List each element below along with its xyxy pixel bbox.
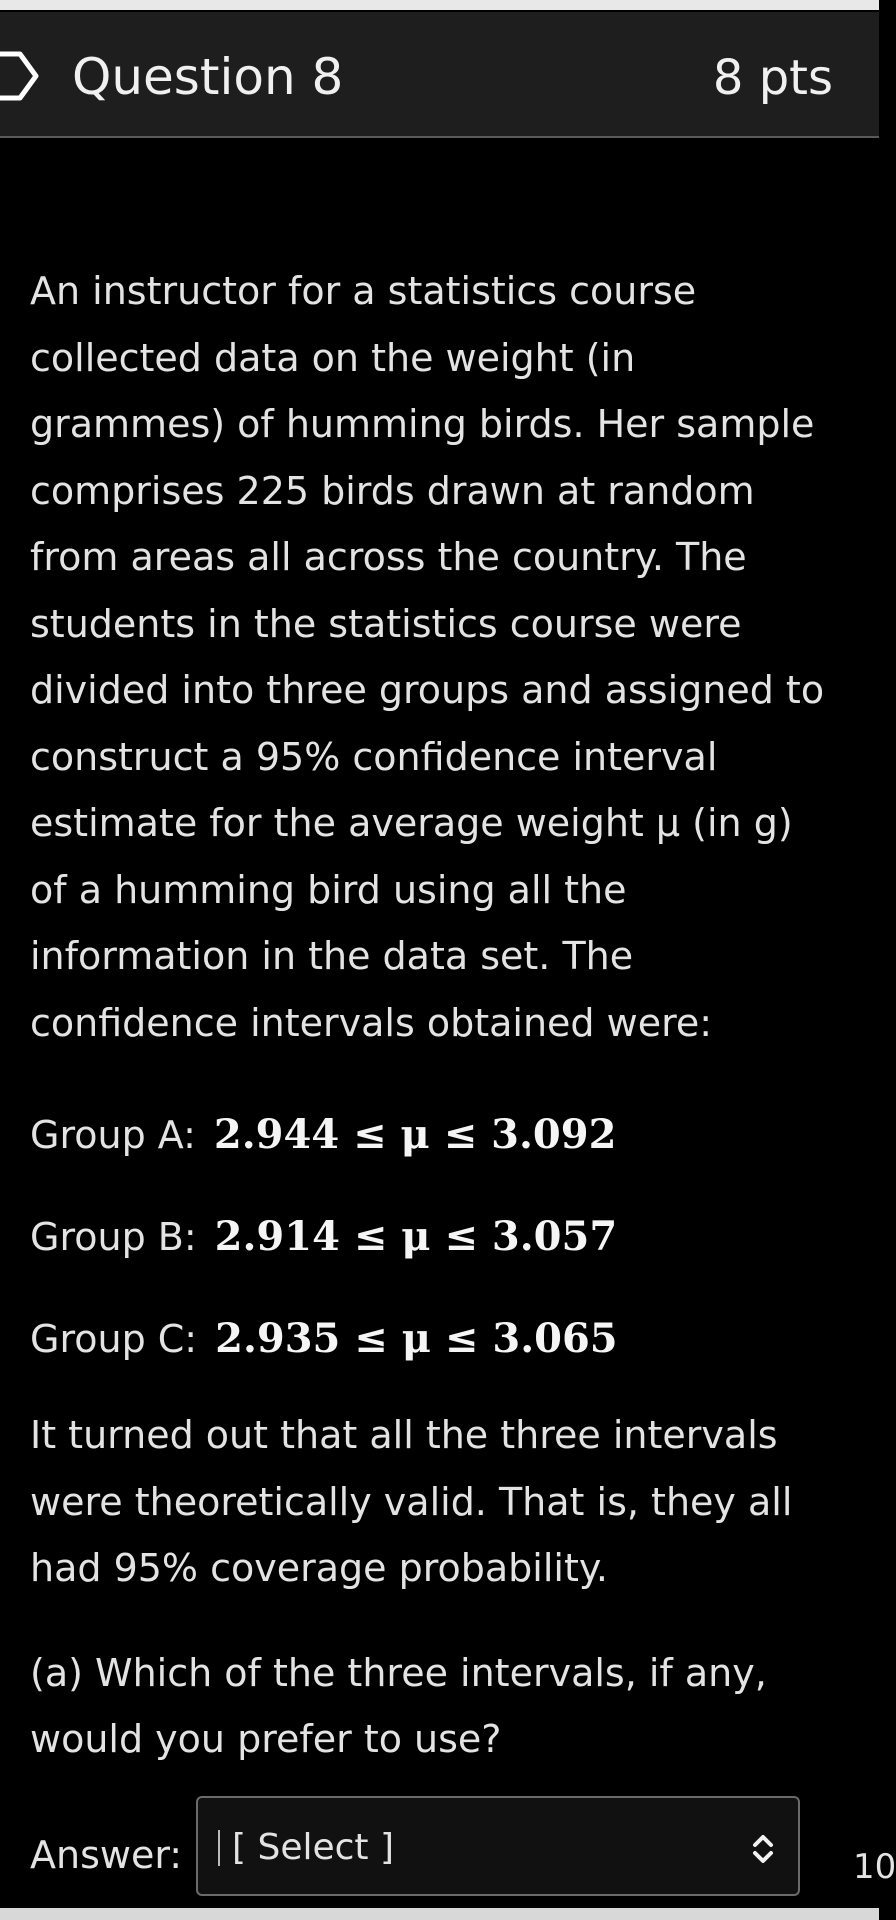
select-value: [ Select ] [218, 1830, 394, 1866]
question-points: 8 pts [712, 50, 833, 106]
question-flag-icon[interactable] [0, 50, 40, 102]
interval-formula: 2.914 ≤ μ ≤ 3.057 [214, 1213, 618, 1260]
question-intro: An instructor for a statistics course collected data on the weight (in grammes) of humming birds. Her sample comprises 225 birds drawn at random from areas all across the country. The students in the statistics course were divided into three groups and assigned to construct a 95% confidence interval estimate for the average weight μ (in g) of a humming bird using all the information in the data set. The confidence intervals obtained were: [30, 269, 825, 1045]
interval-group-a [30, 1084, 830, 1186]
answer-label: Answer: [30, 1833, 183, 1877]
next-question-number: 10 [853, 1847, 896, 1887]
interval-label: Group A: [30, 1113, 196, 1157]
top-divider [0, 0, 879, 10]
answer-row [0, 1790, 896, 1900]
interval-label: Group B: [30, 1215, 197, 1259]
question-title: Question 8 [72, 48, 344, 106]
question-body [30, 258, 830, 1773]
coverage-note: It turned out that all the three intervals were theoretically valid. That is, they all had 95% coverage probability. [30, 1413, 793, 1590]
question-header [0, 12, 879, 138]
interval-group-c [30, 1288, 830, 1390]
chevron-up-down-icon [750, 1832, 776, 1866]
interval-group-b [30, 1186, 830, 1288]
interval-formula: 2.944 ≤ μ ≤ 3.092 [213, 1111, 617, 1158]
interval-formula: 2.935 ≤ μ ≤ 3.065 [215, 1315, 618, 1362]
interval-list [30, 1084, 830, 1390]
answer-select[interactable] [196, 1796, 800, 1896]
interval-label: Group C: [30, 1317, 198, 1361]
bottom-divider [0, 1908, 879, 1920]
part-a-prompt: (a) Which of the three intervals, if any, would you prefer to use? [30, 1650, 767, 1761]
